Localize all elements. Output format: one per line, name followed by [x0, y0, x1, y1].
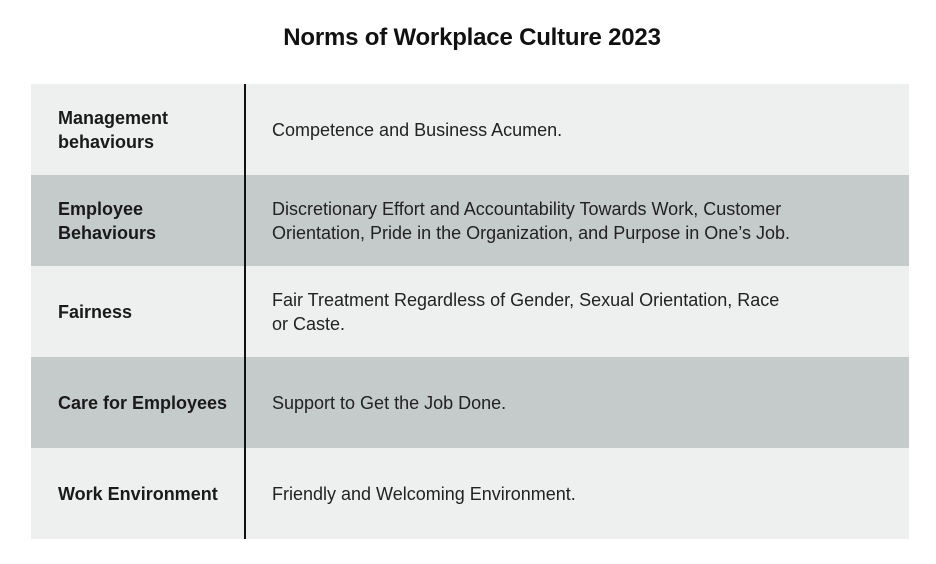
table-row [31, 175, 909, 266]
table-row [31, 84, 909, 175]
row-label: Employee Behaviours [58, 198, 157, 243]
row-description: Fair Treatment Regardless of Gender, Sexual Orientation, Race or Caste. [272, 289, 780, 334]
row-label: Fairness [58, 301, 133, 322]
table-row [31, 357, 909, 448]
row-label: Work Environment [58, 483, 218, 504]
row-label: Care for Employees [58, 392, 228, 413]
culture-norms-table [31, 84, 909, 539]
row-label: Management behaviours [58, 107, 169, 152]
table-row [31, 448, 909, 539]
row-description: Support to Get the Job Done. [272, 392, 507, 413]
row-description: Discretionary Effort and Accountability Towards Work, Customer Orientation, Pride in the Organization, and Purpose in One’s Job. [272, 198, 790, 243]
table-row [31, 266, 909, 357]
row-description: Friendly and Welcoming Environment. [272, 483, 576, 504]
row-description: Competence and Business Acumen. [272, 119, 563, 140]
page-title: Norms of Workplace Culture 2023 [283, 24, 661, 51]
column-divider [244, 84, 246, 539]
